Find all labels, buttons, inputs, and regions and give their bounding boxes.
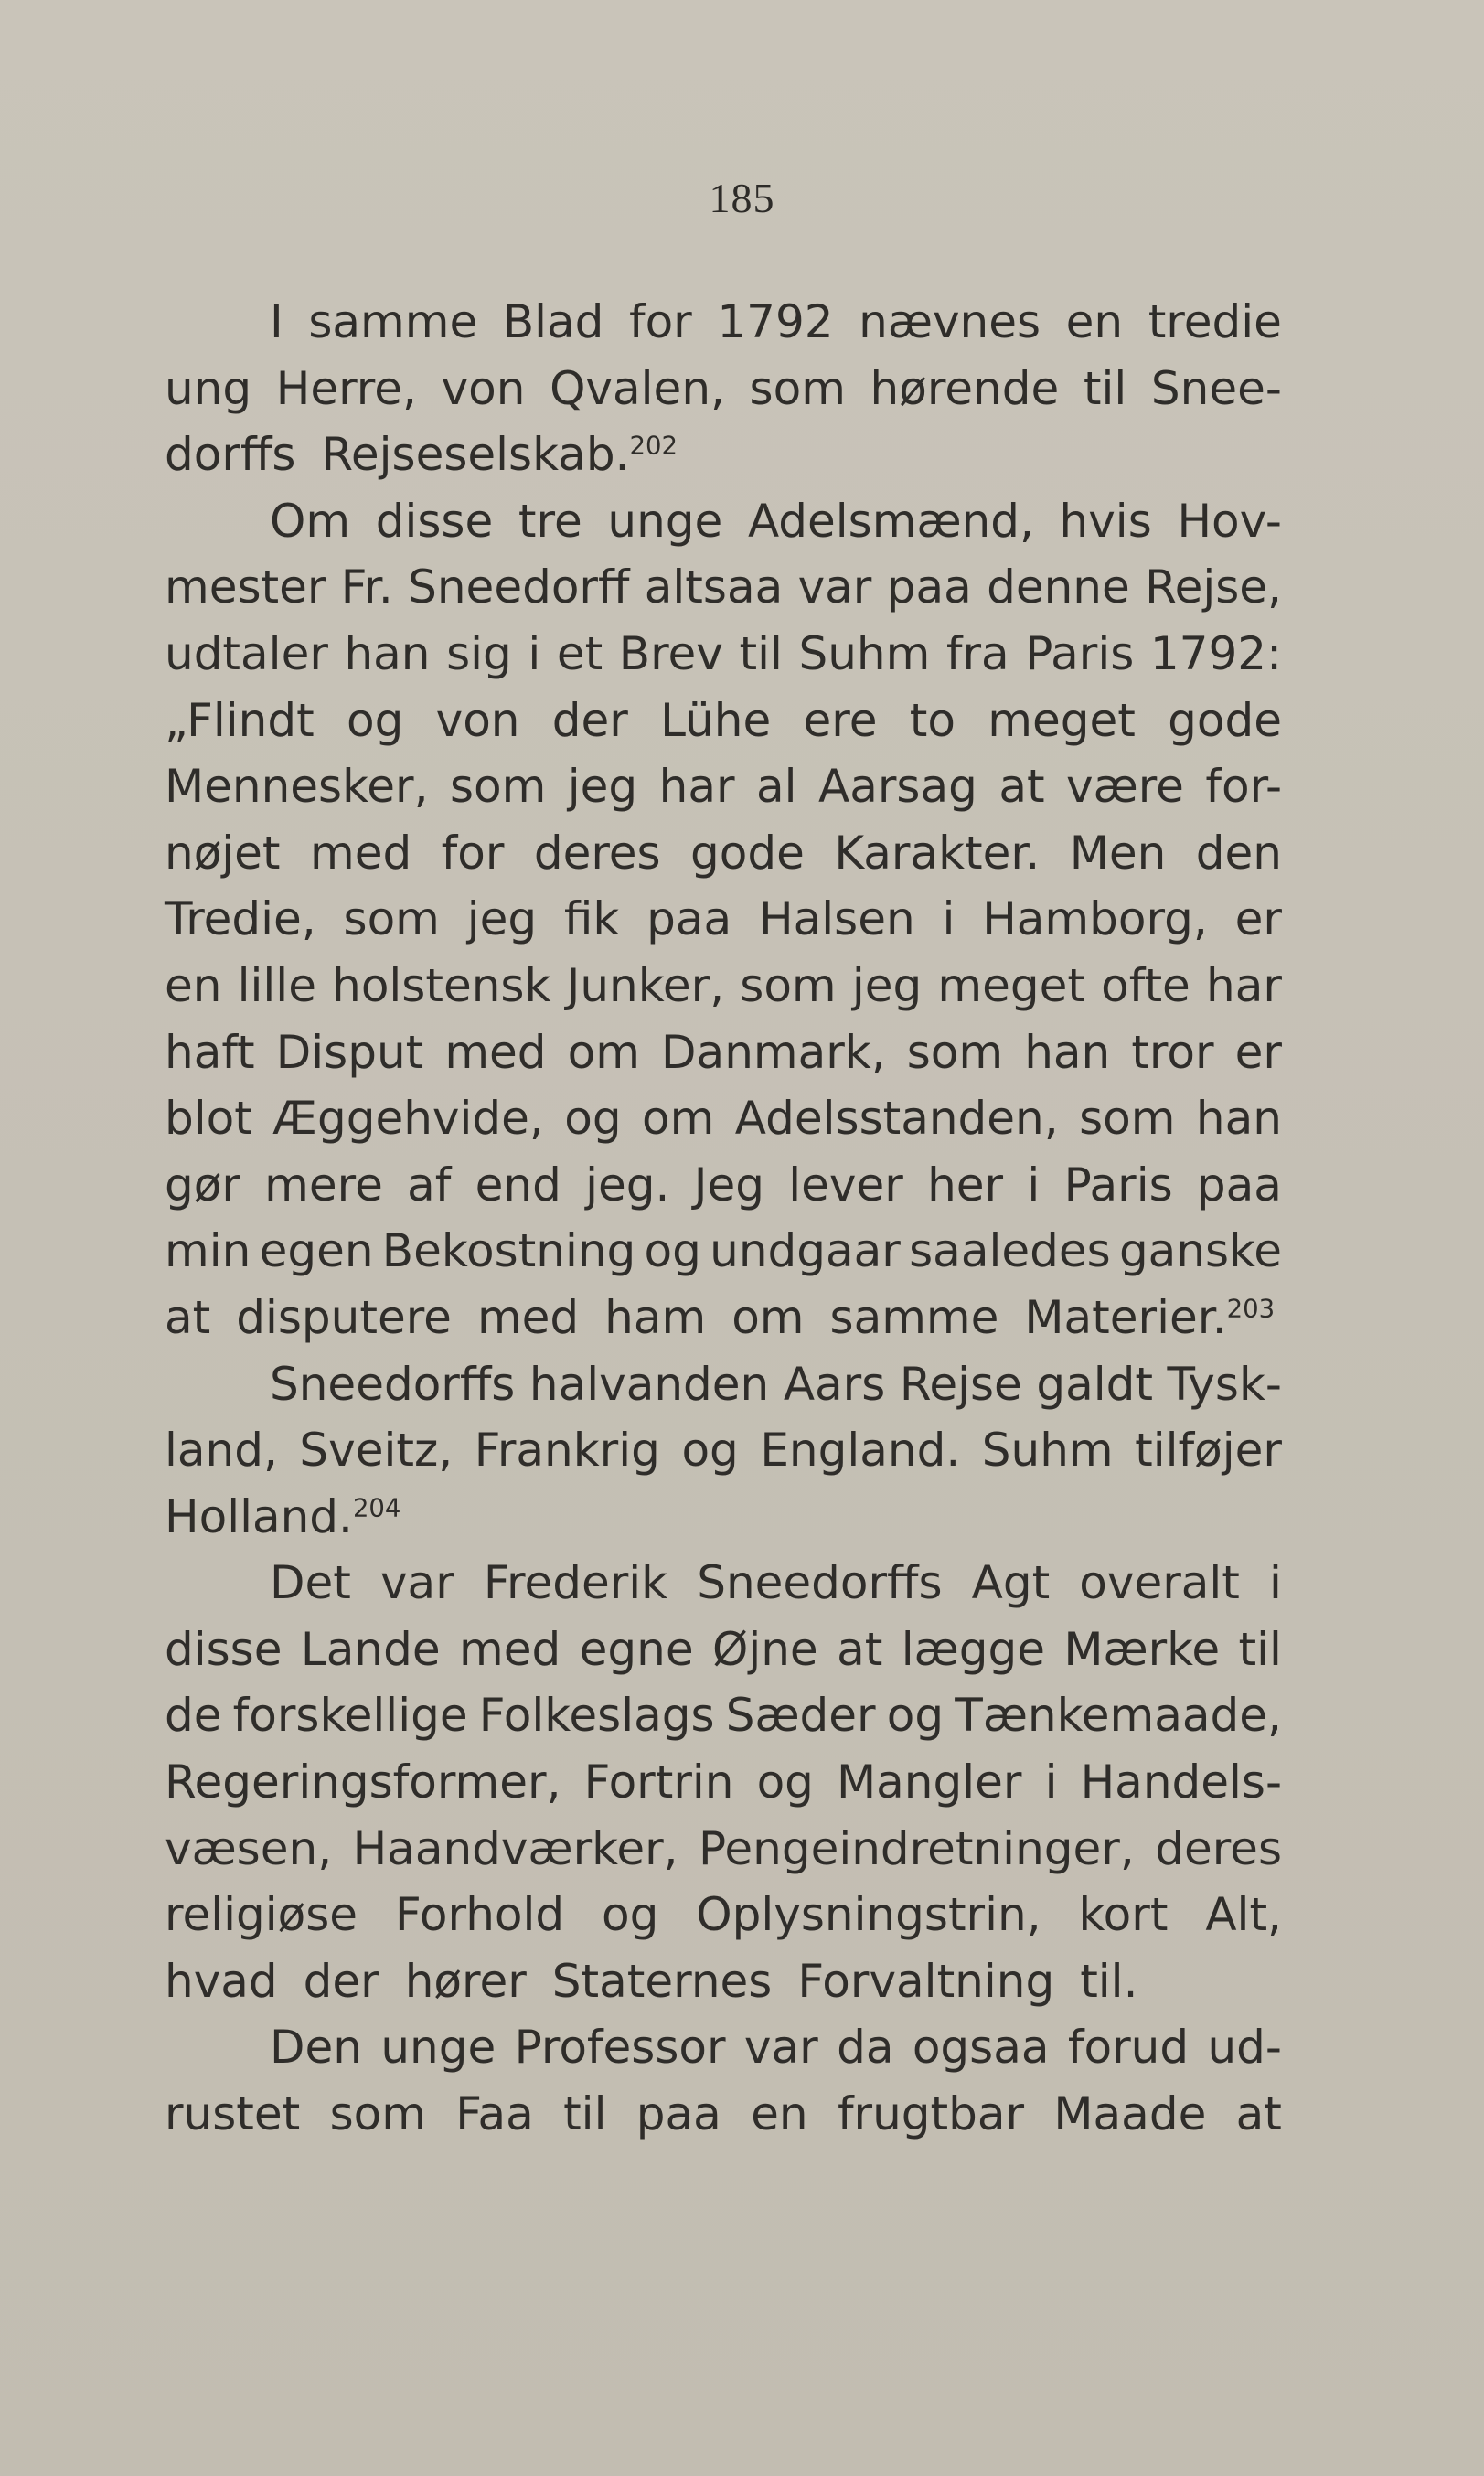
word: 1792	[717, 295, 834, 348]
word: altsaa	[644, 560, 784, 614]
word: at	[998, 760, 1045, 814]
word: lægge	[901, 1622, 1045, 1676]
text-line	[165, 820, 1282, 887]
word: som	[449, 760, 547, 814]
word: Pengeindretninger,	[699, 1821, 1135, 1875]
word: lever	[788, 1158, 903, 1211]
word: i	[1269, 1556, 1282, 1610]
word: og	[681, 1424, 739, 1478]
word: Halsen	[759, 892, 915, 946]
text-line	[165, 953, 1282, 1019]
text-line	[165, 753, 1282, 820]
word: mere	[264, 1158, 383, 1211]
word: Mennesker,	[165, 760, 429, 814]
word: to	[909, 693, 956, 747]
word: at	[1235, 2087, 1282, 2141]
word: Frederik	[483, 1556, 668, 1610]
word: Suhm	[981, 1424, 1114, 1478]
word: der	[303, 1954, 379, 2008]
word: i	[1044, 1756, 1058, 1809]
word: Agt	[971, 1556, 1051, 1610]
word: Øjne	[711, 1622, 818, 1676]
text-line	[165, 688, 1282, 754]
word: ham	[604, 1290, 707, 1344]
word: 1792:	[1149, 626, 1282, 680]
word: til.	[1080, 1954, 1138, 2008]
word: Sveitz,	[299, 1424, 454, 1478]
word: Maade	[1053, 2087, 1207, 2141]
word: paa	[886, 560, 972, 614]
word: som	[343, 892, 440, 946]
word: galdt	[1036, 1357, 1153, 1411]
word: og	[644, 1224, 701, 1278]
word: deres	[1155, 1821, 1282, 1875]
word: end	[475, 1158, 561, 1211]
word: som	[749, 361, 846, 415]
word: i	[1027, 1158, 1041, 1211]
word: om	[642, 1092, 715, 1146]
text-line	[165, 1152, 1282, 1219]
word: Materier.$^{203}$	[1024, 1290, 1276, 1344]
word: at	[837, 1622, 883, 1676]
word: Men	[1069, 826, 1167, 880]
word: med	[476, 1290, 580, 1344]
word: disputere	[236, 1290, 452, 1344]
word: England.	[760, 1424, 961, 1478]
word: egen	[259, 1224, 374, 1278]
word: nøjet	[165, 826, 281, 880]
text-line	[165, 1882, 1282, 1948]
text-line	[165, 1816, 1282, 1883]
word: Handels-	[1080, 1756, 1282, 1809]
word: Junker,	[566, 958, 725, 1012]
word: rustet	[165, 2087, 301, 2141]
text-line	[165, 1484, 1282, 1551]
text-line	[165, 2014, 1282, 2081]
word: al	[756, 760, 797, 814]
word: at	[165, 1290, 211, 1344]
word: frugtbar	[837, 2087, 1025, 2141]
word: Hov-	[1177, 494, 1282, 548]
word: Rejse	[899, 1357, 1022, 1411]
word: fik	[563, 892, 620, 946]
text-line	[165, 1749, 1282, 1816]
word: jeg	[466, 892, 538, 946]
word: min	[165, 1224, 251, 1278]
word: er	[1234, 1025, 1282, 1079]
text-line	[165, 289, 1282, 356]
word: og	[346, 693, 404, 747]
word: Mangler	[837, 1756, 1022, 1809]
word: var	[743, 2021, 818, 2075]
text-line	[165, 886, 1282, 953]
word: land,	[165, 1424, 278, 1478]
word: hører	[404, 1954, 527, 2008]
page-number: 185	[709, 175, 775, 221]
word: om	[731, 1290, 805, 1344]
word: har	[1206, 958, 1282, 1012]
word: her	[927, 1158, 1004, 1211]
word: med	[444, 1025, 547, 1079]
word: Herre,	[275, 361, 417, 415]
word: jeg	[567, 760, 638, 814]
word: om	[567, 1025, 640, 1079]
word: som	[1079, 1092, 1176, 1146]
text-line	[165, 1417, 1282, 1484]
word: Hamborg,	[982, 892, 1208, 946]
word: han	[1195, 1092, 1282, 1146]
word: gør	[165, 1158, 240, 1211]
word: en	[751, 2087, 808, 2141]
footnote-reference: 202	[629, 431, 678, 461]
word: Mærke	[1063, 1622, 1221, 1676]
word: Om	[270, 494, 351, 548]
word: Alt,	[1205, 1888, 1282, 1942]
word: som	[329, 2087, 426, 2141]
word: af	[407, 1158, 452, 1211]
word: „Flindt	[165, 693, 315, 747]
word: kort	[1078, 1888, 1169, 1942]
word: Holland.$^{204}$	[165, 1489, 401, 1543]
word: og	[602, 1888, 659, 1942]
text-line	[165, 1550, 1282, 1617]
word: Forvaltning	[797, 1954, 1055, 2008]
word: samme	[829, 1290, 999, 1344]
word: for	[441, 826, 505, 880]
word: Rejseselskab.$^{202}$	[321, 428, 678, 482]
word: Det	[270, 1556, 351, 1610]
text-line	[165, 1617, 1282, 1683]
word: tilføjer	[1135, 1424, 1282, 1478]
word: Blad	[502, 295, 604, 348]
word: Paris	[1063, 1158, 1173, 1211]
word: som	[740, 958, 837, 1012]
word: von	[441, 361, 526, 415]
word: overalt	[1079, 1556, 1240, 1610]
word: Folkeslags	[478, 1689, 715, 1743]
word: for-	[1205, 760, 1282, 814]
word: Den	[270, 2021, 362, 2075]
word: Faa	[455, 2087, 534, 2141]
word: Adelsmænd,	[747, 494, 1034, 548]
word: et	[556, 626, 603, 680]
word: være	[1066, 760, 1184, 814]
word: blot	[165, 1092, 252, 1146]
word: gode	[1168, 693, 1282, 747]
word: tror	[1131, 1025, 1214, 1079]
word: Tredie,	[165, 892, 316, 946]
word: unge	[380, 2021, 496, 2075]
word: de	[165, 1689, 222, 1743]
word: meget	[937, 958, 1085, 1012]
word: der	[551, 693, 628, 747]
word: den	[1195, 826, 1282, 880]
word: forud	[1067, 2021, 1190, 2075]
word: Qvalen,	[550, 361, 725, 415]
word: Aars	[783, 1357, 886, 1411]
word: mester	[165, 560, 326, 614]
word: ganske	[1118, 1224, 1282, 1278]
text-line	[165, 621, 1282, 688]
word: gode	[690, 826, 805, 880]
word: paa	[646, 892, 732, 946]
text-line	[165, 554, 1282, 621]
word: en	[1065, 295, 1124, 348]
word: Haandværker,	[352, 1821, 678, 1875]
word: unge	[607, 494, 723, 548]
word: ud-	[1207, 2021, 1282, 2075]
text-line	[165, 1682, 1282, 1749]
word: er	[1234, 892, 1282, 946]
word: Lande	[300, 1622, 441, 1676]
word: Brev	[618, 626, 723, 680]
word: Sæder	[725, 1689, 876, 1743]
word: ofte	[1101, 958, 1190, 1012]
word: ogsaa	[912, 2021, 1050, 2075]
word: egne	[579, 1622, 694, 1676]
word: disse	[165, 1622, 283, 1676]
word: forskellige	[232, 1689, 468, 1743]
word: Danmark,	[661, 1025, 886, 1079]
word: saaledes	[909, 1224, 1111, 1278]
word: fra	[945, 626, 1009, 680]
word: Disput	[275, 1025, 424, 1079]
text-line	[165, 1948, 1282, 2015]
word: til	[1238, 1622, 1282, 1676]
word: religiøse	[165, 1888, 358, 1942]
word: dorffs	[165, 428, 296, 482]
word: tredie	[1148, 295, 1282, 348]
word: har	[658, 760, 735, 814]
word: von	[435, 693, 520, 747]
word: var	[379, 1556, 454, 1610]
word: jeg	[851, 958, 923, 1012]
word: paa	[1196, 1158, 1282, 1211]
body-text	[165, 289, 1282, 2148]
word: Snee-	[1150, 361, 1282, 415]
word: Bekostning	[381, 1224, 636, 1278]
footnote-reference: 203	[1226, 1294, 1276, 1324]
word: jeg.	[585, 1158, 670, 1211]
word: for	[628, 295, 692, 348]
word: ere	[803, 693, 878, 747]
word: og	[564, 1092, 622, 1146]
word: Forhold	[394, 1888, 565, 1942]
word: Fortrin	[583, 1756, 734, 1809]
word: i	[942, 892, 956, 946]
word: Lühe	[660, 693, 772, 747]
word: Sneedorffs	[697, 1556, 943, 1610]
word: han	[344, 626, 431, 680]
word: Sneedorff	[408, 560, 630, 614]
word: og	[886, 1689, 945, 1743]
word: Fr.	[340, 560, 393, 614]
word: Oplysningstrin,	[696, 1888, 1041, 1942]
word: med	[309, 826, 412, 880]
text-line	[165, 1351, 1282, 1418]
word: deres	[533, 826, 661, 880]
word: Frankrig	[474, 1424, 660, 1478]
word: Regeringsformer,	[165, 1756, 561, 1809]
word: samme	[308, 295, 478, 348]
word: til	[563, 2087, 607, 2141]
text-line	[165, 488, 1282, 555]
word: paa	[635, 2087, 721, 2141]
word: holstensk	[332, 958, 551, 1012]
word: ung	[165, 361, 252, 415]
word: Adelsstanden,	[734, 1092, 1059, 1146]
text-line	[165, 356, 1282, 422]
word: som	[906, 1025, 1004, 1079]
word: Sneedorffs	[270, 1357, 516, 1411]
word: I	[270, 295, 283, 348]
word: haft	[165, 1025, 255, 1079]
word: til	[1083, 361, 1127, 415]
word: hørende	[870, 361, 1060, 415]
word: til	[739, 626, 783, 680]
word: Staternes	[551, 1954, 773, 2008]
word: Jeg	[693, 1158, 764, 1211]
word: Tænkemaade,	[955, 1689, 1282, 1743]
word: Aarsag	[818, 760, 977, 814]
word: disse	[375, 494, 494, 548]
word: væsen,	[165, 1821, 333, 1875]
word: da	[837, 2021, 894, 2075]
word: Professor	[514, 2021, 726, 2075]
word: en	[165, 958, 222, 1012]
word: udtaler	[165, 626, 328, 680]
word: og	[756, 1756, 814, 1809]
word: var	[797, 560, 872, 614]
word: Karakter.	[834, 826, 1041, 880]
word: Paris	[1025, 626, 1135, 680]
word: denne	[987, 560, 1130, 614]
word: tre	[518, 494, 582, 548]
word: sig	[446, 626, 512, 680]
text-line	[165, 1085, 1282, 1152]
text-line	[165, 1218, 1282, 1285]
word: med	[459, 1622, 561, 1676]
word: han	[1024, 1025, 1111, 1079]
word: nævnes	[859, 295, 1041, 348]
word: Tysk-	[1167, 1357, 1282, 1411]
word: undgaar	[710, 1224, 901, 1278]
word: hvis	[1059, 494, 1152, 548]
word: hvad	[165, 1954, 278, 2008]
word: i	[528, 626, 541, 680]
text-line	[165, 1285, 1282, 1351]
text-line	[165, 422, 1282, 488]
footnote-reference: 204	[352, 1493, 401, 1523]
text-line	[165, 2081, 1282, 2148]
text-line	[165, 1019, 1282, 1086]
word: lille	[237, 958, 316, 1012]
word: meget	[988, 693, 1136, 747]
word: Rejse,	[1145, 560, 1282, 614]
word: Æggehvide,	[272, 1092, 544, 1146]
word: halvanden	[528, 1357, 770, 1411]
word: Suhm	[798, 626, 931, 680]
